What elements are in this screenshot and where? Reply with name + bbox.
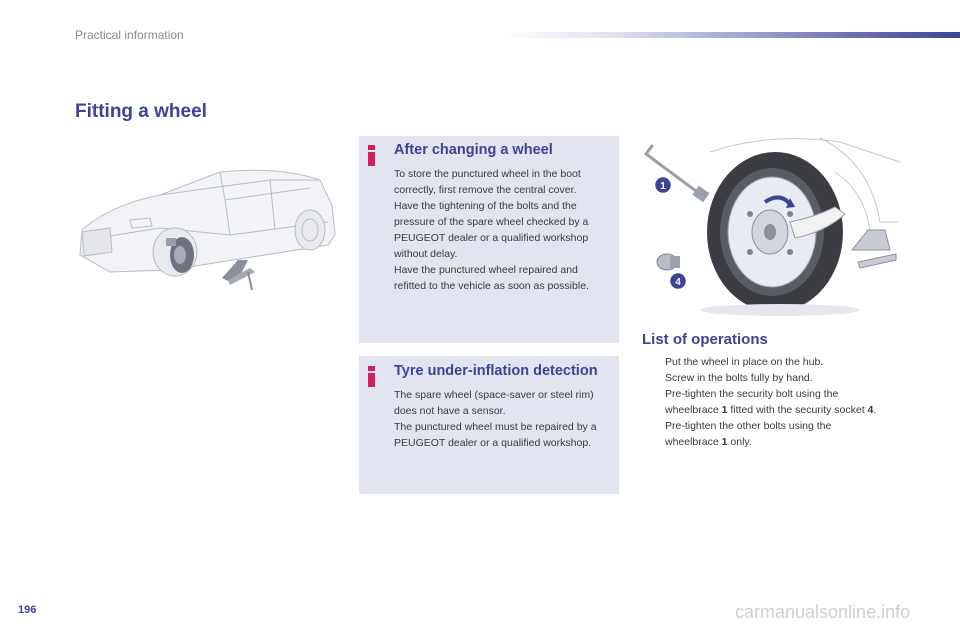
operation-text: Pre-tighten the other bolts using the wheelbrace <box>665 420 832 448</box>
operation-text: fitted with the security socket <box>727 404 868 416</box>
callout-socket <box>668 271 688 291</box>
section-header: Practical information <box>75 28 184 42</box>
operations-title: List of operations <box>642 331 768 348</box>
tyre-detection-title: Tyre under-inflation detection <box>394 363 598 379</box>
operation-text: Screw in the bolts fully by hand. <box>665 372 813 384</box>
reference-number: 1 <box>721 436 728 448</box>
reference-number: 1 <box>721 404 728 416</box>
callout-number: 4 <box>675 277 681 288</box>
callout-wheelbrace <box>653 175 673 195</box>
operation-text: Pre-tighten the security bolt using the wheelbrace <box>665 388 839 416</box>
after-changing-title: After changing a wheel <box>394 142 553 158</box>
after-changing-text <box>394 166 612 294</box>
list-item <box>642 354 882 370</box>
reference-number: 4 <box>867 404 874 416</box>
watermark: carmanualsonline.info <box>735 602 911 622</box>
after-changing-paragraph: Have the tightening of the bolts and the pressure of the spare wheel checked by a PEUGEOT dealer or a qualified workshop without delay. <box>394 200 589 260</box>
operation-text: . <box>873 404 877 416</box>
header-gradient-bar <box>500 32 960 38</box>
callout-number: 1 <box>660 181 666 192</box>
operation-text: only. <box>727 436 752 448</box>
page-title: Fitting a wheel <box>75 101 207 122</box>
operation-text: Put the wheel in place on the hub. <box>665 356 824 368</box>
tyre-detection-paragraph: The punctured wheel must be repaired by a PEUGEOT dealer or a qualified workshop. <box>394 421 597 449</box>
tyre-detection-paragraph: The spare wheel (space-saver or steel rim) does not have a sensor. <box>394 389 594 417</box>
list-item <box>642 418 882 450</box>
list-item <box>642 370 882 386</box>
info-icon <box>368 145 375 166</box>
list-item <box>642 386 882 418</box>
car-illustration <box>70 160 350 300</box>
operations-list <box>642 354 882 450</box>
info-icon <box>368 366 375 387</box>
after-changing-paragraph: Have the punctured wheel repaired and refitted to the vehicle as soon as possible. <box>394 264 589 292</box>
page-number: 196 <box>18 604 37 616</box>
tyre-detection-text <box>394 387 612 451</box>
after-changing-paragraph: To store the punctured wheel in the boot correctly, first remove the central cover. <box>394 168 581 196</box>
